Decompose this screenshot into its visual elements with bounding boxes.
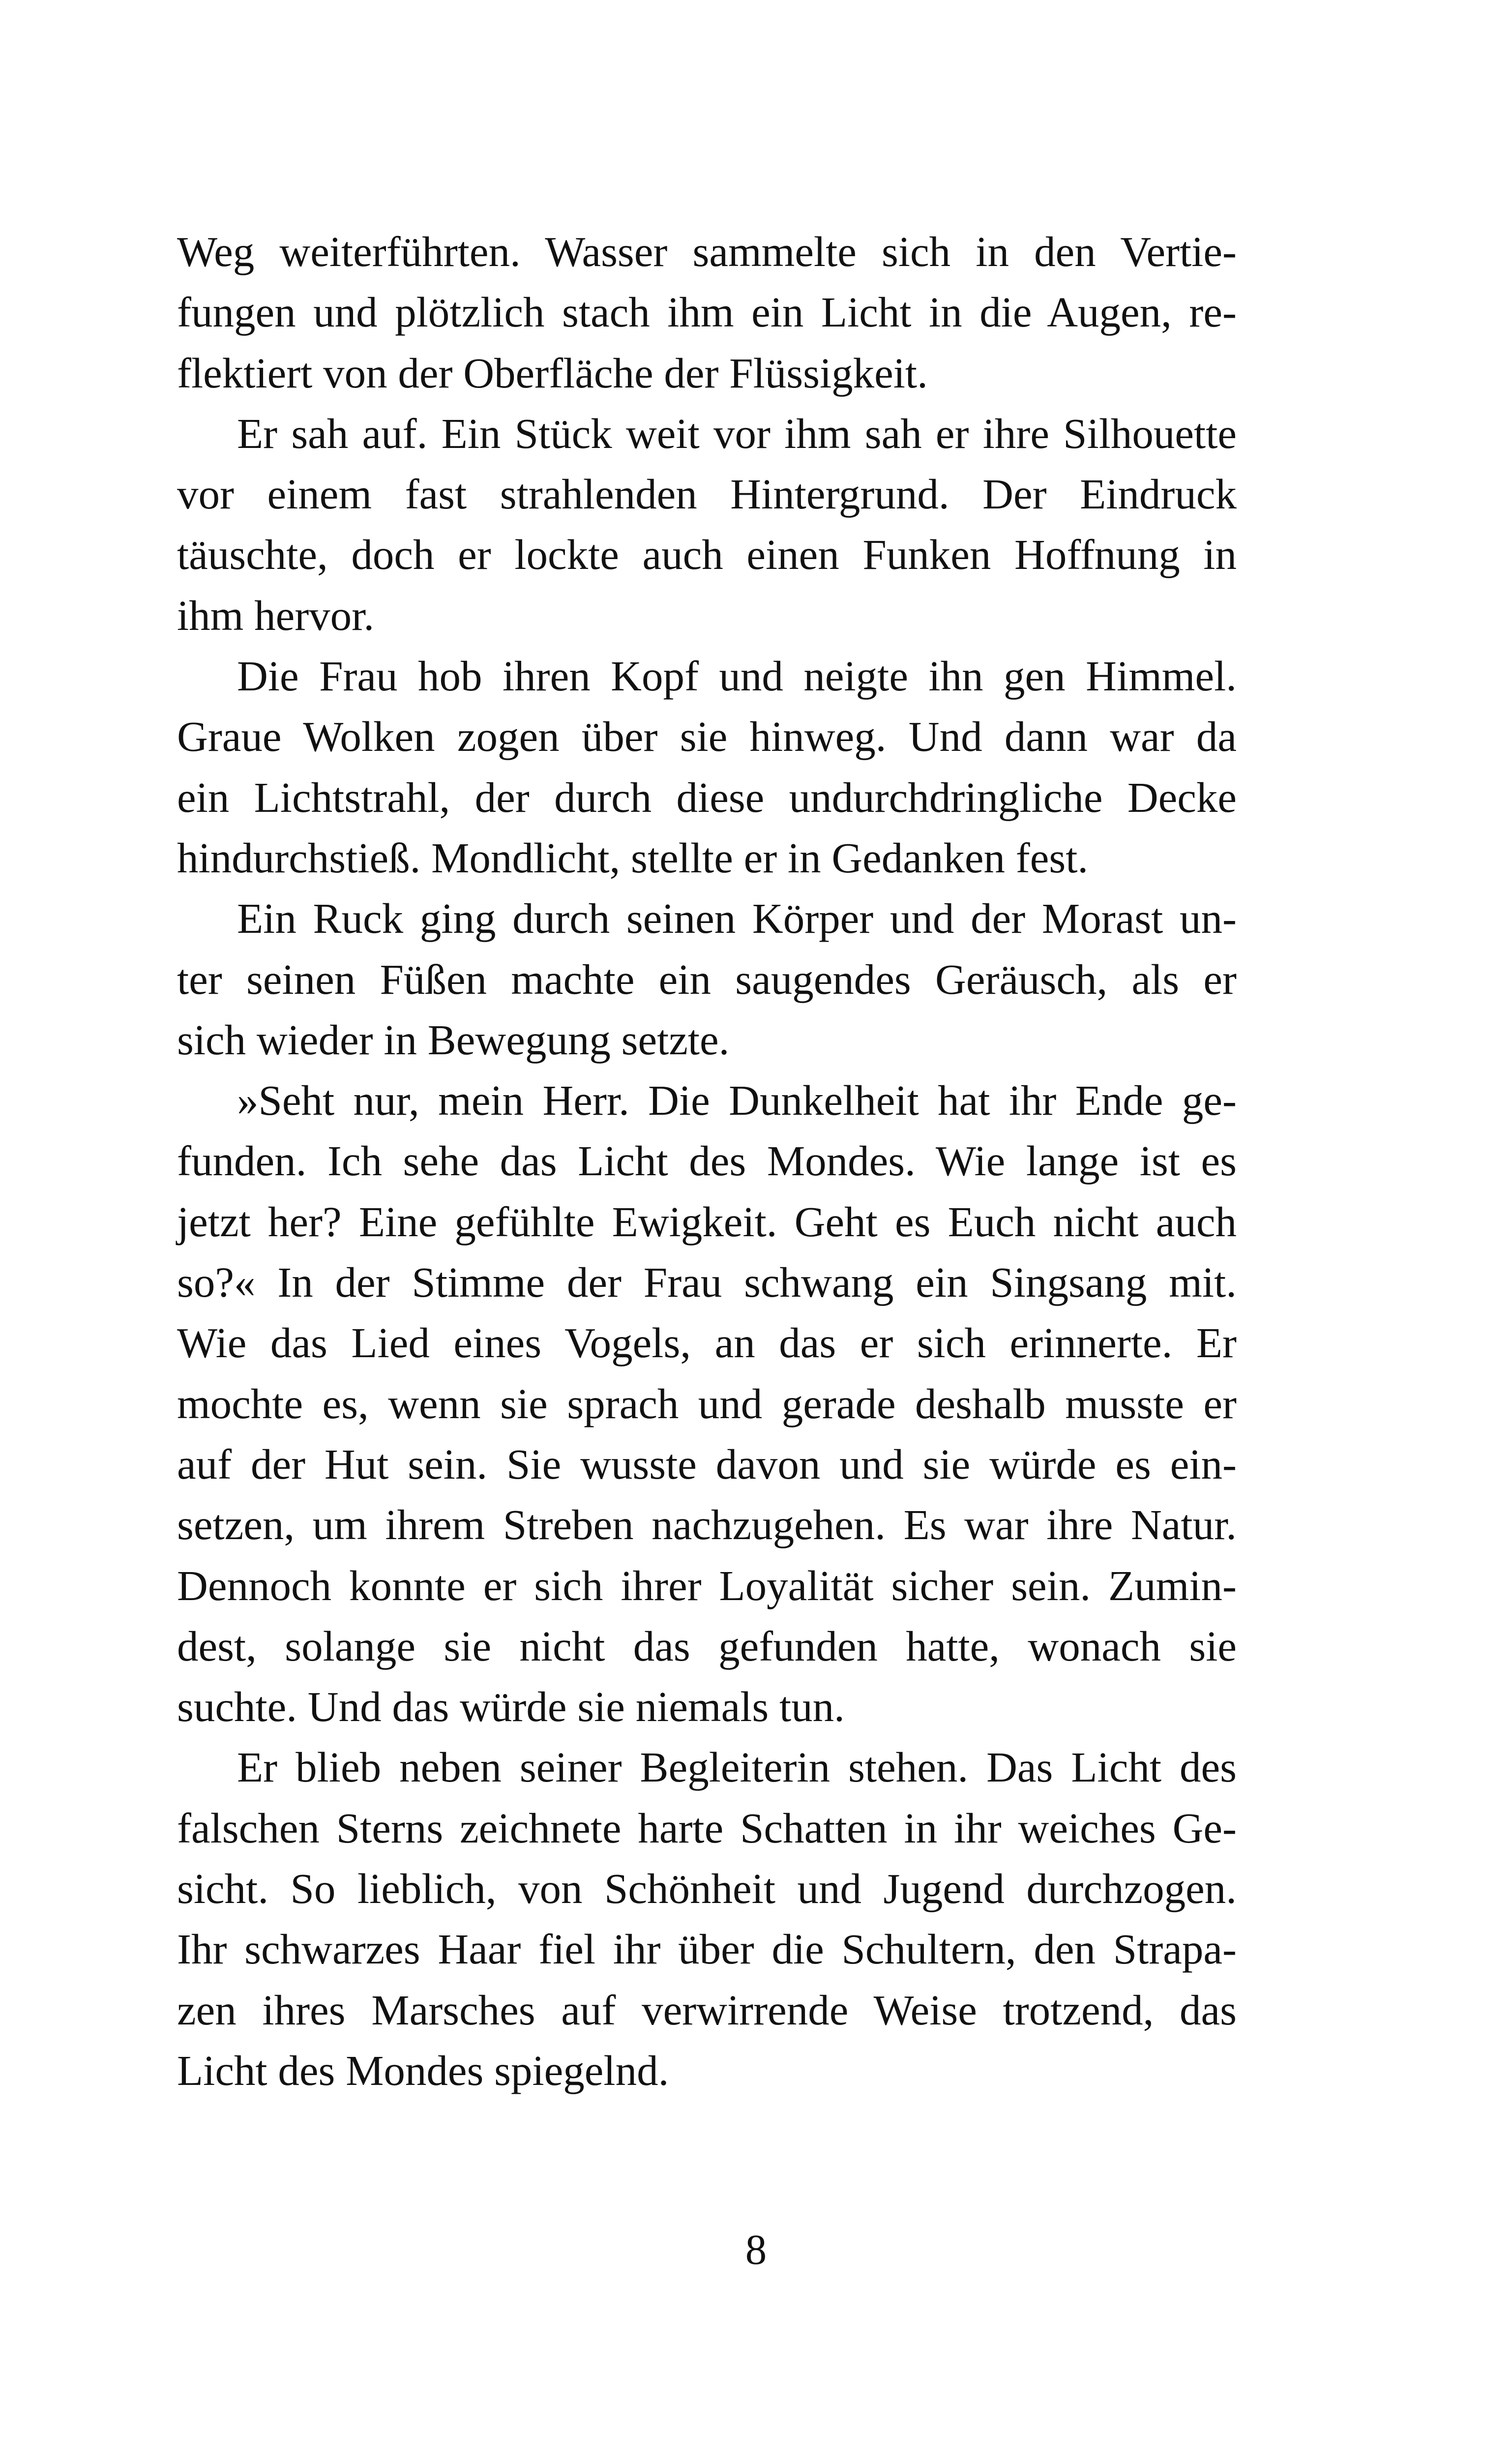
text-line: dest, solange sie nicht das gefunden hatte, wonach sie [177, 1622, 1237, 1670]
text-line: mochte es, wenn sie sprach und gerade deshalb musste er [177, 1379, 1237, 1427]
text-line: täuschte, doch er lockte auch einen Funken Hoffnung in [177, 531, 1237, 579]
text-line: Ihr schwarzes Haar fiel ihr über die Schultern, den Strapa- [177, 1925, 1237, 1973]
text-line: Er blieb neben seiner Begleiterin stehen. Das Licht des [237, 1743, 1237, 1791]
text-line: hindurchstieß. Mondlicht, stellte er in Gedanken fest. [177, 833, 1089, 882]
text-line: vor einem fast strahlenden Hintergrund. Der Eindruck [177, 470, 1237, 518]
text-line: so?« In der Stimme der Frau schwang ein Singsang mit. [177, 1258, 1237, 1307]
text-line: setzen, um ihrem Streben nachzugehen. Es war ihre Natur. [177, 1501, 1237, 1549]
body-text [177, 221, 1237, 2101]
text-line: funden. Ich sehe das Licht des Mondes. Wie lange ist es [177, 1137, 1237, 1185]
text-line: »Seht nur, mein Herr. Die Dunkelheit hat ihr Ende ge- [237, 1076, 1237, 1125]
text-line: sicht. So lieblich, von Schönheit und Jugend durchzogen. [177, 1865, 1237, 1913]
text-line: sich wieder in Bewegung setzte. [177, 1015, 730, 1064]
text-line: ein Lichtstrahl, der durch diese undurchdringliche Decke [177, 773, 1237, 821]
text-line: zen ihres Marsches auf verwirrende Weise trotzend, das [177, 1986, 1237, 2034]
text-line: flektiert von der Oberfläche der Flüssigkeit. [177, 349, 928, 397]
text-line: Weg weiterführten. Wasser sammelte sich in den Vertie- [177, 228, 1237, 275]
text-line: suchte. Und das würde sie niemals tun. [177, 1683, 845, 1731]
page-number: 8 [745, 2226, 767, 2273]
text-line: Licht des Mondes spiegelnd. [177, 2046, 669, 2094]
text-line: Wie das Lied eines Vogels, an das er sich erinnerte. Er [177, 1319, 1237, 1367]
text-line: fungen und plötzlich stach ihm ein Licht in die Augen, re- [177, 288, 1237, 336]
text-line: Graue Wolken zogen über sie hinweg. Und dann war da [177, 713, 1237, 761]
text-line: Er sah auf. Ein Stück weit vor ihm sah er ihre Silhouette [237, 409, 1237, 457]
text-line: ihm hervor. [177, 591, 375, 639]
text-line: ter seinen Füßen machte ein saugendes Geräusch, als er [177, 955, 1237, 1003]
text-line: jetzt her? Eine gefühlte Ewigkeit. Geht es Euch nicht auch [177, 1197, 1237, 1246]
text-line: Die Frau hob ihren Kopf und neigte ihn gen Himmel. [237, 652, 1237, 700]
text-line: Dennoch konnte er sich ihrer Loyalität sicher sein. Zumin- [177, 1561, 1237, 1609]
text-line: falschen Sterns zeichnete harte Schatten in ihr weiches Ge- [177, 1804, 1237, 1852]
text-line: Ein Ruck ging durch seinen Körper und der Morast un- [237, 894, 1237, 943]
text-line: auf der Hut sein. Sie wusste davon und sie würde es ein- [177, 1440, 1237, 1488]
